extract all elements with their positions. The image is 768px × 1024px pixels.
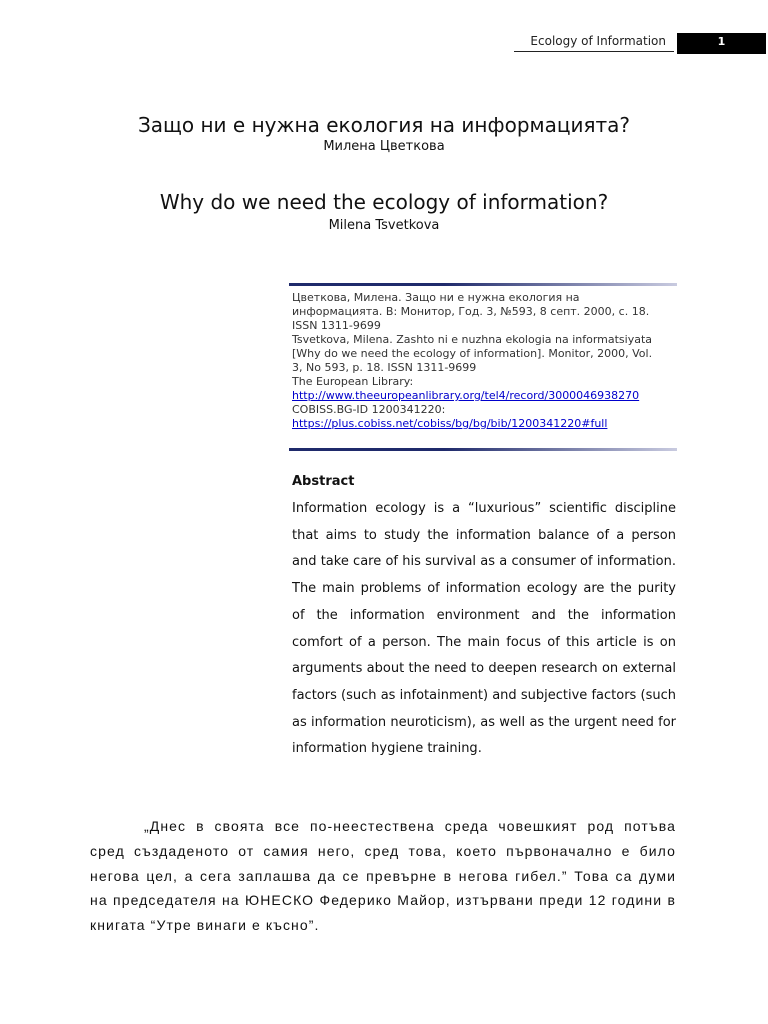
author-bulgarian: Милена Цветкова	[323, 139, 445, 154]
citation-block	[292, 291, 684, 431]
abstract-text: Information ecology is a “luxurious” scientific discipline that aims to study the information balance of a person and take care of his survival as a consumer of information. The main problems of information ecology are the purity of the information environment and the information comfort of a person. The main focus of this article is on arguments about the need to deepen research on external factors (such as infotainment) and subjective factors (such as information neuroticism), as well as the urgent need for information hygiene training.	[292, 501, 676, 757]
citation-rule-bottom	[289, 448, 677, 451]
page-number-badge: 1	[677, 33, 766, 51]
title-bulgarian: Защо ни е нужна екология на информацията?	[137, 113, 631, 137]
cobiss-link[interactable]: https://plus.cobiss.net/cobiss/bg/bg/bib/1200341220#full	[292, 417, 608, 430]
running-title: Ecology of Information	[530, 34, 666, 48]
abstract-heading: Abstract	[292, 474, 355, 489]
citation-line: The European Library:	[292, 375, 414, 388]
body-paragraph-text: „Днес в своята все по-неестествена среда човешкият род потъва сред създаденото от самия него, сред това, което първоначално е било негова цел, а сега заплашва да се превърне в негова гибел.” Това са думи на председателя на ЮНЕСКО Федерико Майор, изтървани преди 12 години в книгата “Утре винаги е късно”.	[90, 818, 676, 934]
citation-line: [Why do we need the ecology of information]. Monitor, 2000, Vol.	[292, 347, 653, 360]
citation-line: Цветкова, Милена. Защо ни е нужна екология на	[292, 291, 580, 304]
body-paragraph	[90, 814, 676, 938]
citation-line: Tsvetkova, Milena. Zashto ni e nuzhna ekologia na informatsiyata	[292, 333, 653, 346]
european-library-link[interactable]: http://www.theeuropeanlibrary.org/tel4/record/3000046938270	[292, 389, 640, 402]
page-number-underline	[677, 51, 766, 54]
author-english: Milena Tsvetkova	[328, 218, 440, 233]
title-english: Why do we need the ecology of information?	[159, 190, 609, 214]
citation-line: COBISS.BG-ID 1200341220:	[292, 403, 446, 416]
header-divider	[514, 51, 674, 52]
citation-line: информацията. В: Монитор, Год. 3, №593, 8 септ. 2000, с. 18.	[292, 305, 650, 318]
citation-rule-top	[289, 283, 677, 286]
citation-line: 3, No 593, p. 18. ISSN 1311-9699	[292, 361, 477, 374]
citation-line: ISSN 1311-9699	[292, 319, 381, 332]
